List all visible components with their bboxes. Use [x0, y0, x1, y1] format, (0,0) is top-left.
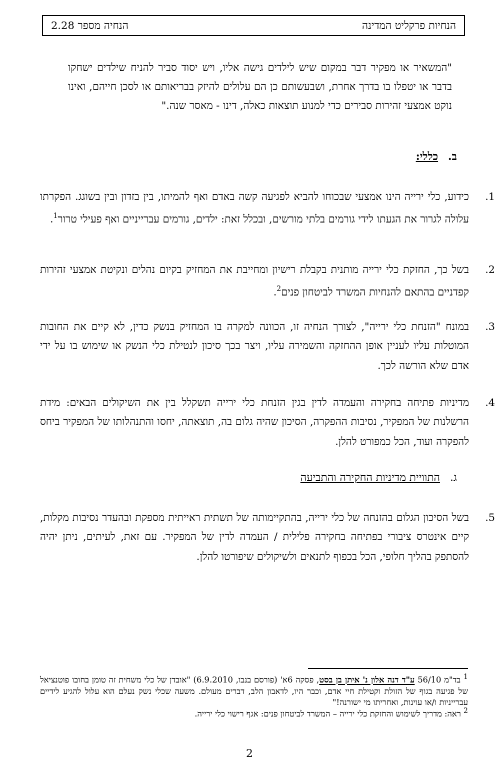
paragraph-text: בשל כך, החזקת כלי ירייה מותנית בקבלת רישיון ומחייבת את המחזיק בקיום נהלים ונקיטת אמצעי זהירות קפדניים בהתאם להנחיות המשרד לביטחון פנים	[40, 264, 469, 299]
paragraph-text: בשל הסיכון הגלום בהזנחה של כלי ירייה, בהתקיימותה של תשתית ראייתית מספקת ובהעדר נסיבות מקלות, קיים אינטרס ציבורי בפתיחה בחקירה פלילית / העמדה לדין של המפקיר. עם זאת, לעיתים, ניתן יהיה להסתפק בהליך חלופי, הכל בכפוף לתנאים ולשיקולים שיפורטו להלן.	[40, 512, 469, 563]
section-g-letter: ג.	[450, 471, 457, 484]
paragraph-1	[40, 188, 495, 230]
paragraph-body: כידוע, כלי ירייה הינו אמצעי שבכוחו להביא לפגיעה קשה באדם ואף להמיתו, בין בזדון ובין בשוגג. הפקרתו עלולה לגרור את הגעתו לידי גורמים בלתי מורשים, ובכלל זאת: ילדים, גורמים עברייניים ואף פעילי טרור$^1$.	[40, 191, 469, 226]
paragraph-number: 3.	[485, 321, 495, 333]
footnote-ref-1[interactable]: 1	[53, 212, 58, 221]
paragraph-number: 1.	[485, 191, 495, 203]
footnote-2	[40, 706, 468, 720]
footnote-text: ראה: מדריך לשימוש והחזקת כלי ירייה – המשרד לביטחון פנים: אגף רישוי כלי ירייה.	[194, 708, 461, 719]
footnote-separator	[308, 668, 468, 669]
footnote-ref-2[interactable]: 2	[276, 285, 282, 294]
directive-number: הנחיה מספר 2.28	[51, 19, 129, 32]
footnote-citation: בד"מ 56/10	[417, 674, 461, 685]
paragraph-text: כידוע, כלי ירייה הינו אמצעי שבכוחו להביא לפגיעה קשה באדם ואף להמיתו, בין בזדון ובין בשוגג. הפקרתו עלולה לגרור את הגעתו לידי גורמים בלתי מורשים, ובכלל זאת: ילדים, גורמים עברייניים ואף פעילי טרור	[40, 191, 469, 226]
paragraph-number: 5.	[485, 512, 495, 524]
section-b-heading	[416, 150, 457, 163]
section-b-title: כללי:	[415, 150, 439, 163]
running-header	[42, 15, 465, 36]
paragraph-3	[40, 318, 495, 376]
page-number: 2	[246, 747, 253, 760]
section-g-title: התוויית מדיניות החקירה והתביעה	[300, 471, 440, 484]
footnote-1	[40, 672, 468, 708]
footnote-case-name: ע"ד דנה אלון נ' איתן בן בסט	[319, 674, 415, 685]
footnote-mark: 2	[463, 707, 468, 715]
footnote-mark: 1	[463, 673, 468, 681]
paragraph-5	[40, 509, 495, 567]
paragraph-body: בשל כך, החזקת כלי ירייה מותנית בקבלת רישיון ומחייבת את המחזיק בקיום נהלים ונקיטת אמצעי זהירות קפדניים בהתאם להנחיות המשרד לביטחון פנים$^2$.	[40, 264, 469, 299]
footnote-text: , פסקה 6א' (פורסם בנבו, 6.9.2010) "אובדן של כלי משחית זה טומן בחובו פוטנציאל של פגיעה בגוף של הזולת וקטילת חיי אדם, וכבר היו, לדאבון הלב, דברים מעולם. משעה שכלי נשק נעלם הוא עלול להגיע לידיים עברייניות ו/או עוינות, ואחריתו מי ישורנה!"	[40, 674, 468, 707]
paragraph-number: 4.	[485, 397, 495, 409]
paragraph-number: 2.	[485, 264, 495, 276]
paragraph-text: מדיניות פתיחה בחקירה והעמדה לדין בגין הזנחת כלי ירייה תשקלל בין את השיקולים הבאים: מידת הרשלנות של המפקיר, נסיבות ההפקרה, הסיכון שהיה גלום בה, תוצאתה, יחסו והתנהלותו של המפקיר ביחס להפקרה ועוד, הכל כמפורט להלן.	[40, 397, 469, 448]
series-title: הנחיות פרקליט המדינה	[362, 19, 456, 32]
section-g-heading	[300, 471, 457, 484]
quoted-law-text: "המשאיר או מפקיר דבר במקום שיש לילדים גישה אליו, ויש יסוד סביר להניח שילדים ישחקו בדבר או יטפלו בו בדרך אחרת, ושבעשותם כן הם עלולים להיזק בבריאותם או לסכן חייהם, ואינו נוקט אמצעי זהירות סבירים כדי למנוע תוצאות כאלה, דינו - מאסר שנה."	[68, 62, 452, 112]
section-b-letter: ב.	[448, 150, 457, 163]
paragraph-4	[40, 394, 495, 452]
paragraph-2	[40, 261, 495, 303]
paragraph-text: במונח "הזנחת כלי ירייה", לצורך הנחיה זו, הכוונה למקרה בו המחזיק בנשק כדין, לא קיים את החובות המוטלות עליו לעניין אופן ההחזקה והשמירה עליו, ויצר בכך סיכון לנטילת כלי הנשק או שימוש בו על ידי אדם שלא הורשה לכך.	[40, 321, 469, 372]
